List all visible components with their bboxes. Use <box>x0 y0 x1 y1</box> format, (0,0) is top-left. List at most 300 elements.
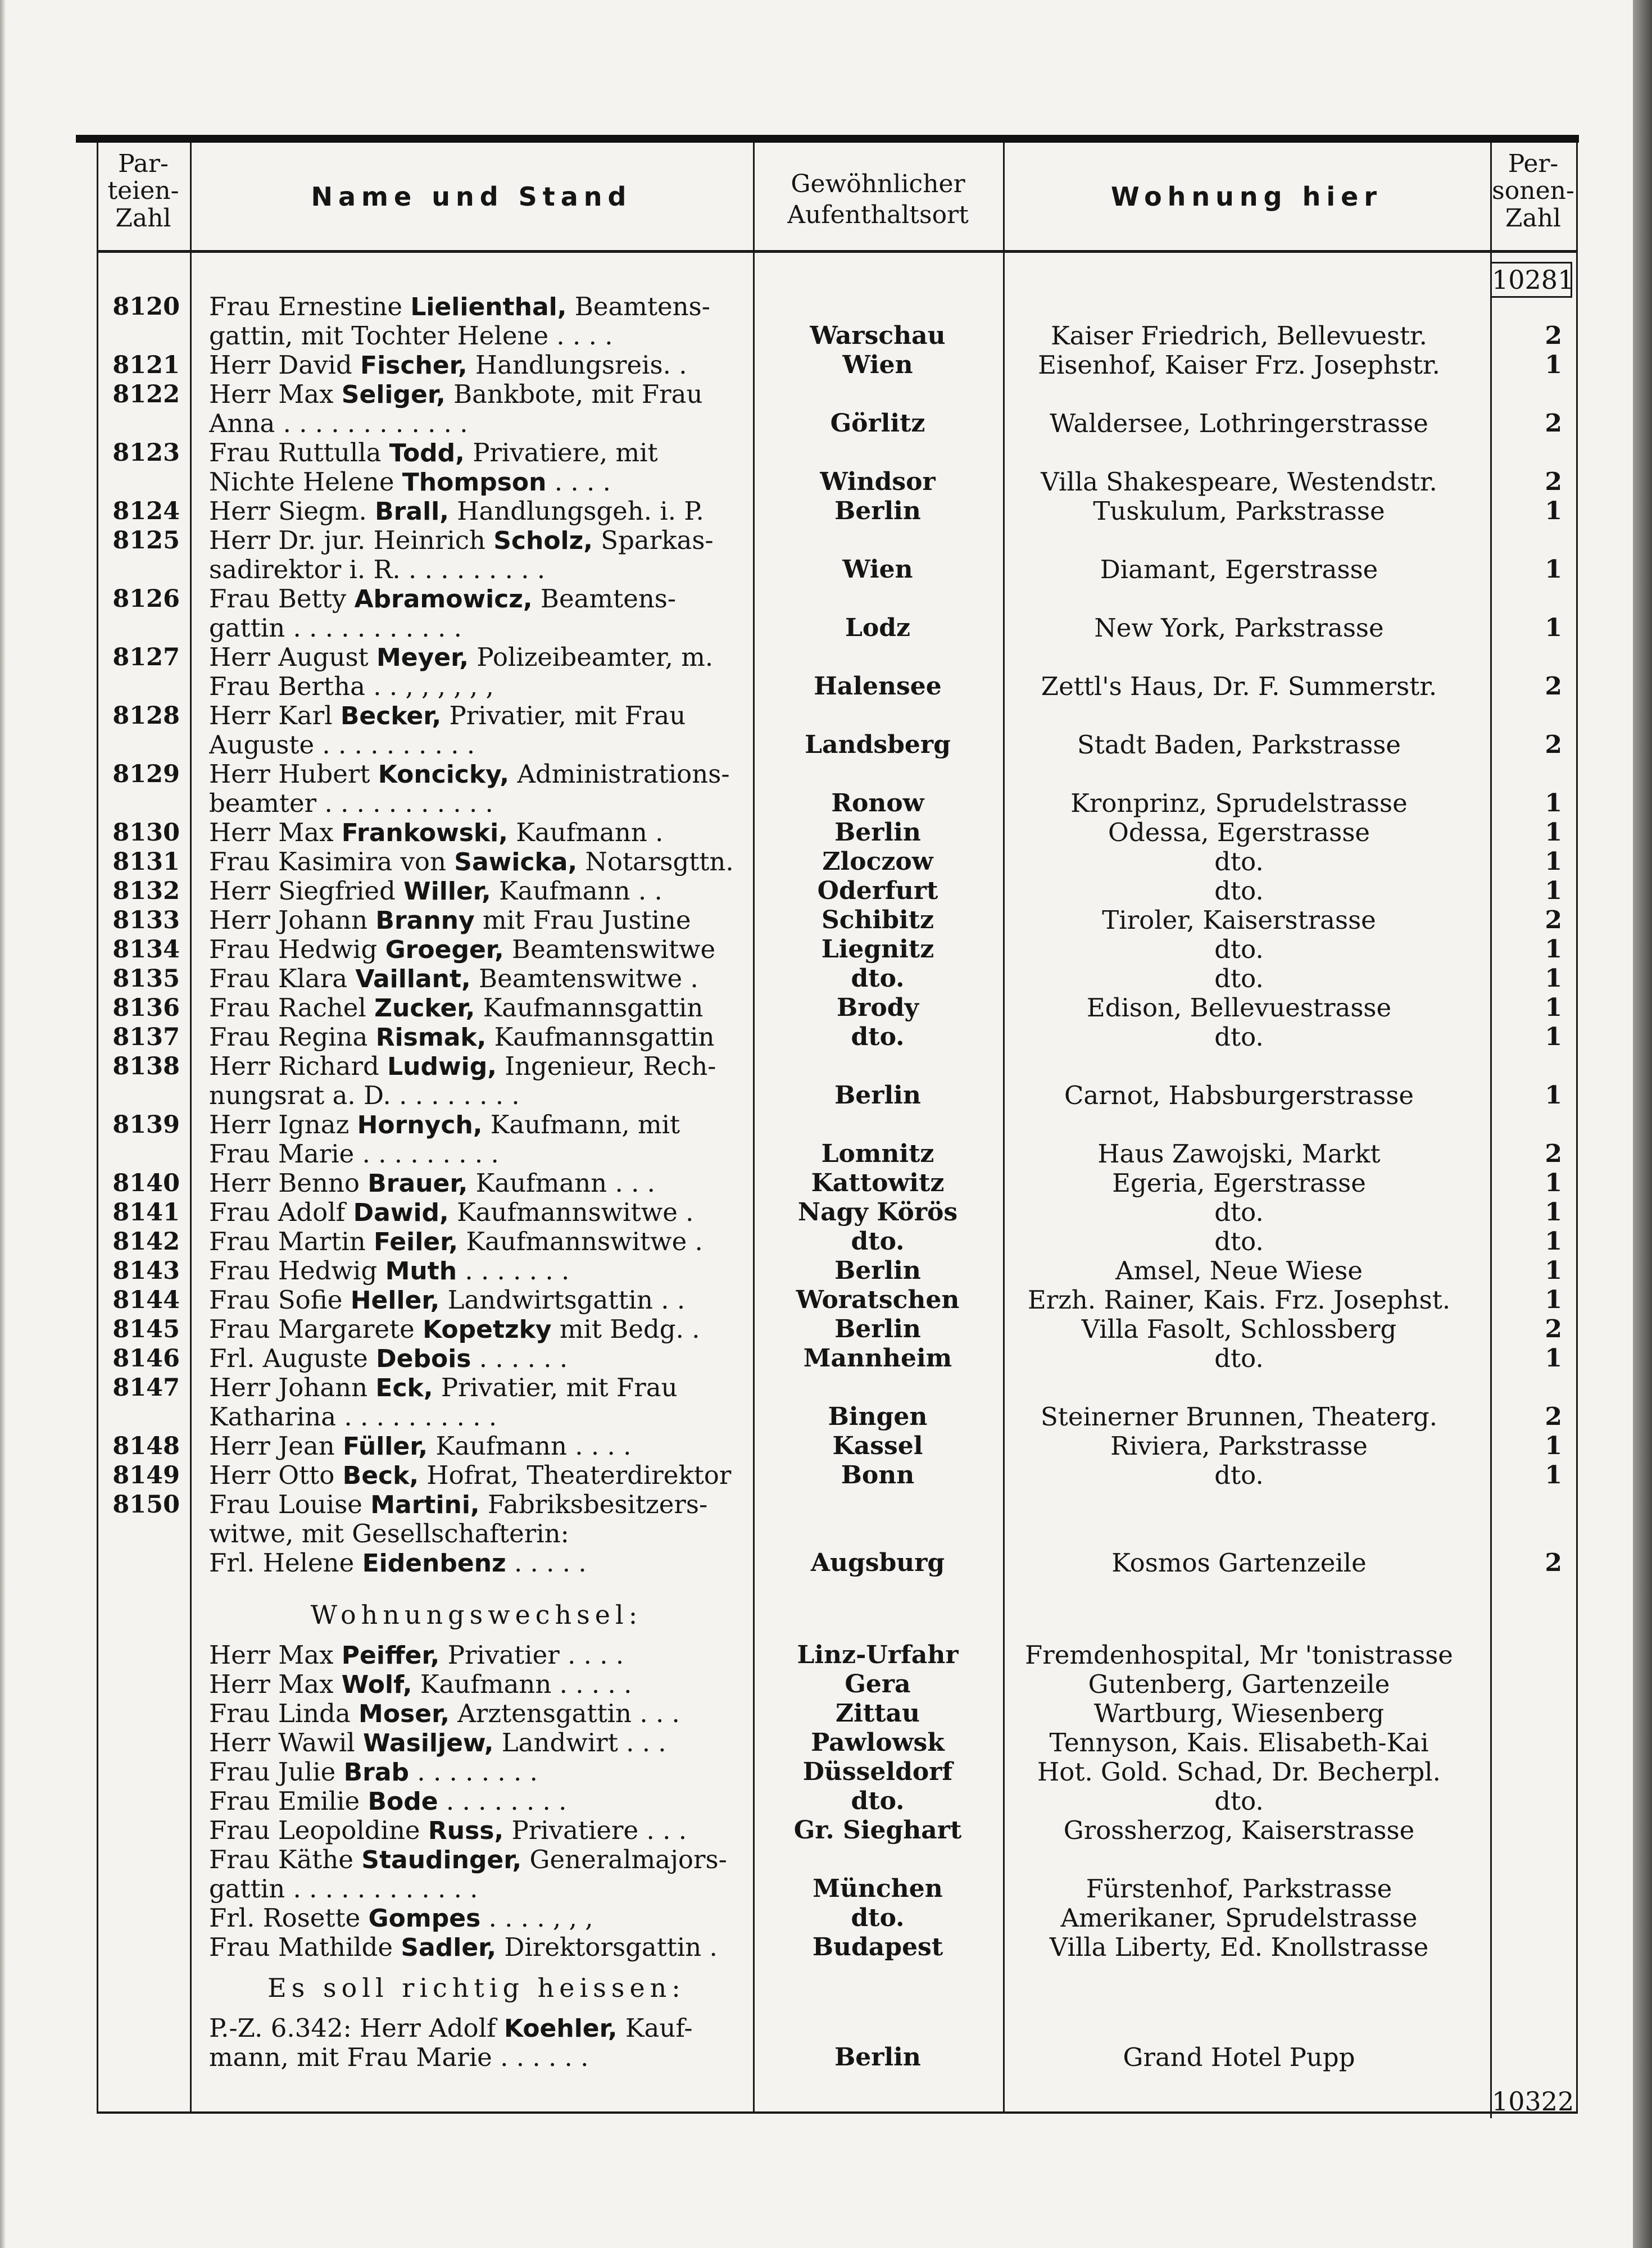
name-and-status: Herr Max Peiffer, Privatier . . . . <box>209 1641 624 1670</box>
entry-row <box>0 1490 1652 1519</box>
name-and-status: Frau Hedwig Muth . . . . . . . <box>209 1256 570 1286</box>
entry-row <box>0 1110 1652 1139</box>
party-number: 8141 <box>112 1198 180 1227</box>
dwelling: Grand Hotel Pupp <box>1123 2042 1355 2072</box>
entry-row <box>0 1052 1652 1081</box>
usual-residence: Liegnitz <box>821 935 934 964</box>
entry-row <box>0 1023 1652 1052</box>
entry-row <box>0 1256 1652 1286</box>
name-and-status: gattin . . . . . . . . . . . <box>209 614 462 643</box>
name-and-status: Herr Ignaz Hornych, Kaufmann, mit <box>209 1110 680 1139</box>
party-number: 8120 <box>112 293 180 321</box>
dwelling: dto. <box>1214 1786 1264 1816</box>
dwelling: Tiroler, Kaiserstrasse <box>1102 905 1376 935</box>
party-number: 8139 <box>112 1111 180 1139</box>
header-name-and-status: Name und Stand <box>311 181 632 212</box>
usual-residence: dto. <box>851 1787 905 1815</box>
usual-residence: Lomnitz <box>821 1139 934 1168</box>
name-and-status: Frl. Rosette Gompes . . . . , , , <box>209 1904 593 1933</box>
name-and-status: Herr Richard Ludwig, Ingenieur, Rech- <box>209 1052 716 1081</box>
party-number: 8126 <box>112 585 180 613</box>
name-and-status: Frau Leopoldine Russ, Privatiere . . . <box>209 1816 687 1845</box>
dwelling: dto. <box>1214 1197 1264 1227</box>
party-number: 8148 <box>112 1432 180 1460</box>
surname: Todd, <box>389 439 465 467</box>
usual-residence: Augsburg <box>810 1548 945 1577</box>
usual-residence: Bonn <box>841 1461 915 1489</box>
dwelling: Wartburg, Wiesenberg <box>1093 1699 1385 1728</box>
name-and-status: Herr Hubert Koncicky, Administrations- <box>209 760 730 789</box>
name-and-status: nungsrat a. D. . . . . . . . . <box>209 1081 520 1110</box>
person-count: 1 <box>1545 993 1562 1022</box>
name-and-status: mann, mit Frau Marie . . . . . . <box>209 2043 589 2072</box>
usual-residence: Woratschen <box>796 1286 960 1314</box>
surname: Abramowicz, <box>354 585 533 614</box>
entry-row <box>0 1227 1652 1256</box>
entry-row <box>0 1548 1652 1578</box>
dwelling: Amsel, Neue Wiese <box>1115 1256 1363 1286</box>
name-and-status: sadirektor i. R. . . . . . . . . . <box>209 555 546 584</box>
dwelling: dto. <box>1214 847 1264 877</box>
surname: Debois <box>376 1345 471 1373</box>
name-and-status: Frau Regina Rismak, Kaufmannsgattin <box>209 1023 715 1052</box>
entry-row <box>0 877 1652 906</box>
name-and-status: gattin . . . . . . . . . . . . <box>209 1874 478 1904</box>
name-and-status: Anna . . . . . . . . . . . . <box>209 409 468 438</box>
name-and-status: Herr Johann Eck, Privatier, mit Frau <box>209 1373 678 1402</box>
entry-row <box>0 526 1652 555</box>
surname: Beck, <box>342 1461 419 1490</box>
header-usual-residence: Gewöhnlicher Aufenthaltsort <box>787 170 969 229</box>
party-number: 8128 <box>112 702 180 730</box>
usual-residence: Warschau <box>810 321 946 350</box>
surname: Brall, <box>375 497 449 526</box>
surname: Staudinger, <box>361 1846 522 1874</box>
party-number: 8132 <box>112 877 180 905</box>
party-number: 8142 <box>112 1228 180 1256</box>
header-dwelling-here: Wohnung hier <box>1110 181 1383 212</box>
entry-row <box>0 1286 1652 1315</box>
dwelling: Riviera, Parkstrasse <box>1110 1431 1368 1461</box>
person-count: 1 <box>1545 935 1562 964</box>
person-count: 1 <box>1545 555 1562 584</box>
usual-residence: dto. <box>851 964 905 993</box>
entry-row <box>0 906 1652 935</box>
name-and-status: Herr Dr. jur. Heinrich Scholz, Sparkas- <box>209 526 714 555</box>
address-change-row <box>0 1933 1652 1962</box>
name-and-status: Frau Adolf Dawid, Kaufmannswitwe . <box>209 1198 694 1227</box>
usual-residence: Kattowitz <box>811 1169 945 1197</box>
surname: Muth <box>385 1257 457 1286</box>
person-count: 2 <box>1545 730 1562 759</box>
name-and-status: Frau Marie . . . . . . . . . <box>209 1139 499 1169</box>
surname: Becker, <box>340 702 442 730</box>
entry-row <box>0 409 1652 438</box>
correction-row <box>0 2014 1652 2043</box>
entry-row <box>0 1169 1652 1198</box>
surname: Branny <box>375 906 475 935</box>
name-and-status: Herr Max Wolf, Kaufmann . . . . . <box>209 1670 632 1699</box>
dwelling: Kaiser Friedrich, Bellevuestr. <box>1051 321 1427 351</box>
surname: Vaillant, <box>355 965 471 993</box>
dwelling: dto. <box>1214 1227 1264 1256</box>
section-heading-correction: Es soll richtig heissen: <box>267 1973 686 2003</box>
usual-residence: Zittau <box>836 1699 920 1728</box>
dwelling: New York, Parkstrasse <box>1094 613 1384 643</box>
usual-residence: Berlin <box>834 818 921 847</box>
dwelling: Erzh. Rainer, Kais. Frz. Josephst. <box>1027 1285 1451 1315</box>
usual-residence: dto. <box>851 1904 905 1932</box>
usual-residence: Kassel <box>832 1432 923 1460</box>
name-and-status: Herr David Fischer, Handlungsreis. . <box>209 351 687 380</box>
usual-residence: Halensee <box>814 672 942 701</box>
surname: Martini, <box>370 1491 480 1519</box>
address-change-row <box>0 1699 1652 1728</box>
entry-row <box>0 1198 1652 1227</box>
top-rule <box>76 135 1579 143</box>
header-rule <box>97 250 1578 253</box>
dwelling: Tennyson, Kais. Elisabeth-Kai <box>1049 1728 1429 1757</box>
party-number: 8146 <box>112 1345 180 1373</box>
name-and-status: Frau Bertha . . , , , , , , <box>209 672 494 701</box>
usual-residence: Düsseldorf <box>802 1757 953 1786</box>
name-and-status: Frau Ruttulla Todd, Privatiere, mit <box>209 438 658 467</box>
name-and-status: Frau Emilie Bode . . . . . . . . <box>209 1787 567 1816</box>
party-number: 8135 <box>112 965 180 993</box>
dwelling: Stadt Baden, Parkstrasse <box>1077 730 1401 760</box>
usual-residence: Zloczow <box>822 847 933 876</box>
dwelling: Kosmos Gartenzeile <box>1111 1548 1367 1578</box>
entry-row <box>0 643 1652 672</box>
usual-residence: Lodz <box>845 614 911 642</box>
entry-row <box>0 964 1652 993</box>
person-count: 1 <box>1545 847 1562 876</box>
address-change-row <box>0 1670 1652 1699</box>
party-number: 8127 <box>112 643 180 671</box>
party-number: 8123 <box>112 439 180 467</box>
dwelling: dto. <box>1214 1343 1264 1373</box>
dwelling: dto. <box>1214 1022 1264 1052</box>
usual-residence: Gr. Sieghart <box>793 1816 962 1845</box>
person-count: 2 <box>1545 906 1562 934</box>
person-count: 1 <box>1545 1432 1562 1460</box>
person-count: 2 <box>1545 1315 1562 1343</box>
person-count: 2 <box>1545 672 1562 701</box>
name-and-status: Frau Linda Moser, Arztensgattin . . . <box>209 1699 680 1728</box>
usual-residence: Budapest <box>812 1933 943 1961</box>
entry-row <box>0 1432 1652 1461</box>
name-and-status: Herr Max Seliger, Bankbote, mit Frau <box>209 380 703 409</box>
entry-row <box>0 584 1652 614</box>
dwelling: Diamant, Egerstrasse <box>1100 555 1378 584</box>
usual-residence: Berlin <box>834 1256 921 1285</box>
surname: Meyer, <box>376 643 469 672</box>
party-number: 8121 <box>112 351 180 379</box>
entry-row <box>0 1315 1652 1344</box>
person-count: 1 <box>1545 1023 1562 1051</box>
dwelling: Grossherzog, Kaiserstrasse <box>1063 1815 1415 1845</box>
name-and-status: Frau Käthe Staudinger, Generalmajors- <box>209 1845 727 1874</box>
entry-row <box>0 1402 1652 1432</box>
party-number: 8150 <box>112 1491 180 1519</box>
party-number: 8124 <box>112 497 180 525</box>
surname: Thompson <box>402 468 547 497</box>
name-and-status: Frau Rachel Zucker, Kaufmannsgattin <box>209 993 704 1023</box>
usual-residence: Landsberg <box>805 730 951 759</box>
usual-residence: Brody <box>836 993 919 1022</box>
name-and-status: beamter . . . . . . . . . . . <box>209 789 493 818</box>
person-count: 1 <box>1545 1344 1562 1373</box>
usual-residence: dto. <box>851 1023 905 1051</box>
party-number: 8133 <box>112 906 180 934</box>
entry-row <box>0 467 1652 497</box>
address-change-row <box>0 1787 1652 1816</box>
entry-row <box>0 380 1652 409</box>
person-count: 1 <box>1545 818 1562 847</box>
surname: Wolf, <box>341 1670 412 1699</box>
surname: Fischer, <box>360 351 468 380</box>
dwelling: Steinerner Brunnen, Theaterg. <box>1040 1402 1438 1432</box>
dwelling: dto. <box>1214 1460 1264 1490</box>
person-count: 1 <box>1545 497 1562 525</box>
usual-residence: Bingen <box>828 1402 928 1431</box>
party-number: 8134 <box>112 935 180 964</box>
party-number: 8140 <box>112 1169 180 1197</box>
dwelling: Odessa, Egerstrasse <box>1108 818 1370 847</box>
dwelling: Hot. Gold. Schad, Dr. Becherpl. <box>1037 1757 1441 1787</box>
address-change-row <box>0 1641 1652 1670</box>
person-count: 2 <box>1545 467 1562 496</box>
dwelling: Gutenberg, Gartenzeile <box>1088 1669 1390 1699</box>
usual-residence: Wien <box>842 555 913 584</box>
dwelling: dto. <box>1214 934 1264 964</box>
usual-residence: Berlin <box>834 1081 921 1110</box>
dwelling: dto. <box>1214 876 1264 906</box>
usual-residence: Mannheim <box>803 1344 952 1373</box>
dwelling: Villa Liberty, Ed. Knollstrasse <box>1049 1932 1429 1962</box>
name-and-status: Herr Karl Becker, Privatier, mit Frau <box>209 701 686 730</box>
address-change-row <box>0 1728 1652 1757</box>
name-and-status: Frau Betty Abramowicz, Beamtens- <box>209 584 677 614</box>
surname: Sawicka, <box>454 848 578 877</box>
entry-row <box>0 1139 1652 1169</box>
surname: Gompes <box>368 1904 481 1933</box>
usual-residence: Nagy Körös <box>797 1198 958 1227</box>
usual-residence: Berlin <box>834 2043 921 2072</box>
entry-row <box>0 555 1652 584</box>
name-and-status: Frau Hedwig Groeger, Beamtenswitwe <box>209 935 716 964</box>
surname: Eck, <box>375 1374 433 1402</box>
dwelling: Villa Fasolt, Schlossberg <box>1081 1314 1397 1344</box>
entry-row <box>0 1081 1652 1110</box>
name-and-status: Herr Siegfried Willer, Kaufmann . . <box>209 877 662 906</box>
name-and-status: Herr Benno Brauer, Kaufmann . . . <box>209 1169 655 1198</box>
dwelling: Amerikaner, Sprudelstrasse <box>1060 1903 1418 1933</box>
usual-residence: Berlin <box>834 497 921 525</box>
name-and-status: Frau Martin Feiler, Kaufmannswitwe . <box>209 1227 703 1256</box>
surname: Russ, <box>428 1816 504 1845</box>
surname: Peiffer, <box>341 1641 440 1670</box>
name-and-status: Frau Julie Brab . . . . . . . . <box>209 1757 538 1787</box>
person-count: 2 <box>1545 409 1562 438</box>
person-count: 1 <box>1545 1169 1562 1197</box>
surname: Hornych, <box>357 1111 483 1139</box>
person-count: 1 <box>1545 1461 1562 1489</box>
person-count: 1 <box>1545 1227 1562 1256</box>
carried-total: 10281 <box>1490 262 1572 298</box>
entry-row <box>0 321 1652 351</box>
address-change-row <box>0 1845 1652 1874</box>
entry-row <box>0 993 1652 1023</box>
name-and-status: Nichte Helene Thompson . . . . <box>209 467 611 497</box>
dwelling: Fürstenhof, Parkstrasse <box>1086 1874 1392 1904</box>
name-and-status: Herr August Meyer, Polizeibeamter, m. <box>209 643 714 672</box>
dwelling: Edison, Bellevuestrasse <box>1086 993 1392 1023</box>
party-number: 8144 <box>112 1286 180 1314</box>
section-heading-change-of-address: Wohnungswechsel: <box>310 1600 643 1630</box>
party-number: 8138 <box>112 1052 180 1080</box>
usual-residence: Oderfurt <box>817 877 938 905</box>
dwelling: dto. <box>1214 964 1264 993</box>
dwelling: Egeria, Egerstrasse <box>1112 1168 1366 1198</box>
name-and-status: Frau Louise Martini, Fabriksbesitzers- <box>209 1490 708 1519</box>
surname: Brab <box>343 1758 410 1787</box>
name-and-status: Herr Johann Branny mit Frau Justine <box>209 906 691 935</box>
party-number: 8143 <box>112 1257 180 1285</box>
person-count: 2 <box>1545 1139 1562 1168</box>
name-and-status: Herr Otto Beck, Hofrat, Theaterdirektor <box>209 1461 732 1490</box>
entry-row <box>0 1344 1652 1373</box>
party-number: 8149 <box>112 1461 180 1489</box>
party-number: 8125 <box>112 526 180 555</box>
surname: Moser, <box>358 1700 450 1728</box>
entry-row <box>0 818 1652 847</box>
surname: Zucker, <box>374 994 475 1023</box>
entry-row <box>0 497 1652 526</box>
name-and-status: gattin, mit Tochter Helene . . . . <box>209 321 613 351</box>
name-and-status: Frl. Auguste Debois . . . . . . <box>209 1344 568 1373</box>
usual-residence: Schibitz <box>821 906 934 934</box>
surname: Bode <box>367 1787 438 1816</box>
header-party-count: Par- teien- Zahl <box>107 149 179 233</box>
entry-row <box>0 935 1652 964</box>
entry-row <box>0 438 1652 467</box>
address-change-row <box>0 1816 1652 1845</box>
final-total: 10322 <box>1490 2084 1571 2118</box>
name-and-status: witwe, mit Gesellschafterin: <box>209 1519 569 1548</box>
entry-row <box>0 847 1652 877</box>
surname: Sadler, <box>401 1933 497 1962</box>
correction-row <box>0 2043 1652 2072</box>
entry-row <box>0 672 1652 701</box>
person-count: 2 <box>1545 1402 1562 1431</box>
usual-residence: Ronow <box>831 789 924 818</box>
surname: Rismak, <box>375 1023 487 1052</box>
entry-row <box>0 1461 1652 1490</box>
name-and-status: Katharina . . . . . . . . . . <box>209 1402 497 1432</box>
person-count: 1 <box>1545 1081 1562 1110</box>
party-number: 8137 <box>112 1023 180 1051</box>
entry-row <box>0 1519 1652 1548</box>
usual-residence: Görlitz <box>830 409 925 438</box>
surname: Eidenbenz <box>362 1549 506 1578</box>
dwelling: Tuskulum, Parkstrasse <box>1093 496 1385 526</box>
party-number: 8131 <box>112 848 180 876</box>
person-count: 1 <box>1545 877 1562 905</box>
party-number: 8129 <box>112 760 180 788</box>
party-number: 8145 <box>112 1315 180 1343</box>
surname: Brauer, <box>367 1169 468 1198</box>
dwelling: Eisenhof, Kaiser Frz. Josephstr. <box>1038 350 1440 380</box>
surname: Willer, <box>403 877 491 906</box>
name-and-status: Frau Sofie Heller, Landwirtsgattin . . <box>209 1286 686 1315</box>
surname: Kopetzky <box>423 1315 552 1344</box>
entry-row <box>0 351 1652 380</box>
name-and-status: P.-Z. 6.342: Herr Adolf Koehler, Kauf- <box>209 2014 693 2043</box>
surname: Dawid, <box>353 1198 449 1227</box>
party-number: 8136 <box>112 994 180 1022</box>
surname: Füller, <box>343 1432 428 1461</box>
usual-residence: Linz-Urfahr <box>797 1641 959 1669</box>
surname: Ludwig, <box>387 1052 497 1081</box>
dwelling: Kronprinz, Sprudelstrasse <box>1070 788 1408 818</box>
usual-residence: Berlin <box>834 1315 921 1343</box>
person-count: 1 <box>1545 1256 1562 1285</box>
person-count: 1 <box>1545 1198 1562 1227</box>
bottom-rule <box>97 2111 1578 2114</box>
surname: Frankowski, <box>341 819 508 847</box>
name-and-status: Frau Ernestine Lielienthal, Beamtens- <box>209 292 710 321</box>
surname: Groeger, <box>385 935 504 964</box>
entry-row <box>0 1373 1652 1402</box>
usual-residence: München <box>813 1874 943 1903</box>
entry-row <box>0 730 1652 760</box>
name-and-status: Frau Klara Vaillant, Beamtenswitwe . <box>209 964 698 993</box>
usual-residence: dto. <box>851 1227 905 1256</box>
person-count: 1 <box>1545 351 1562 379</box>
entry-row <box>0 789 1652 818</box>
entry-row <box>0 760 1652 789</box>
dwelling: Carnot, Habsburgerstrasse <box>1064 1080 1414 1110</box>
person-count: 1 <box>1545 1286 1562 1314</box>
surname: Seliger, <box>341 380 446 409</box>
surname: Scholz, <box>493 526 593 555</box>
name-and-status: Frau Mathilde Sadler, Direktorsgattin . <box>209 1933 718 1962</box>
surname: Lielienthal, <box>410 293 567 321</box>
entry-row <box>0 292 1652 321</box>
surname: Wasiljew, <box>362 1729 494 1757</box>
person-count: 2 <box>1545 321 1562 350</box>
usual-residence: Wien <box>842 351 913 379</box>
name-and-status: Herr Siegm. Brall, Handlungsgeh. i. P. <box>209 497 704 526</box>
party-number: 8130 <box>112 819 180 847</box>
name-and-status: Herr Max Frankowski, Kaufmann . <box>209 818 664 847</box>
name-and-status: Herr Jean Füller, Kaufmann . . . . <box>209 1432 632 1461</box>
header-person-count: Per- sonen- Zahl <box>1492 149 1574 233</box>
surname: Koehler, <box>504 2014 618 2043</box>
usual-residence: Gera <box>845 1670 911 1699</box>
surname: Feiler, <box>374 1228 459 1256</box>
surname: Koncicky, <box>378 760 510 789</box>
address-change-row <box>0 1874 1652 1904</box>
person-count: 1 <box>1545 964 1562 993</box>
dwelling: Fremdenhospital, Mr 'tonistrasse <box>1025 1640 1453 1670</box>
name-and-status: Frl. Helene Eidenbenz . . . . . <box>209 1548 587 1578</box>
dwelling: Zettl's Haus, Dr. F. Summerstr. <box>1041 671 1437 701</box>
address-change-row <box>0 1757 1652 1787</box>
name-and-status: Frau Margarete Kopetzky mit Bedg. . <box>209 1315 700 1344</box>
party-number: 8122 <box>112 380 180 408</box>
